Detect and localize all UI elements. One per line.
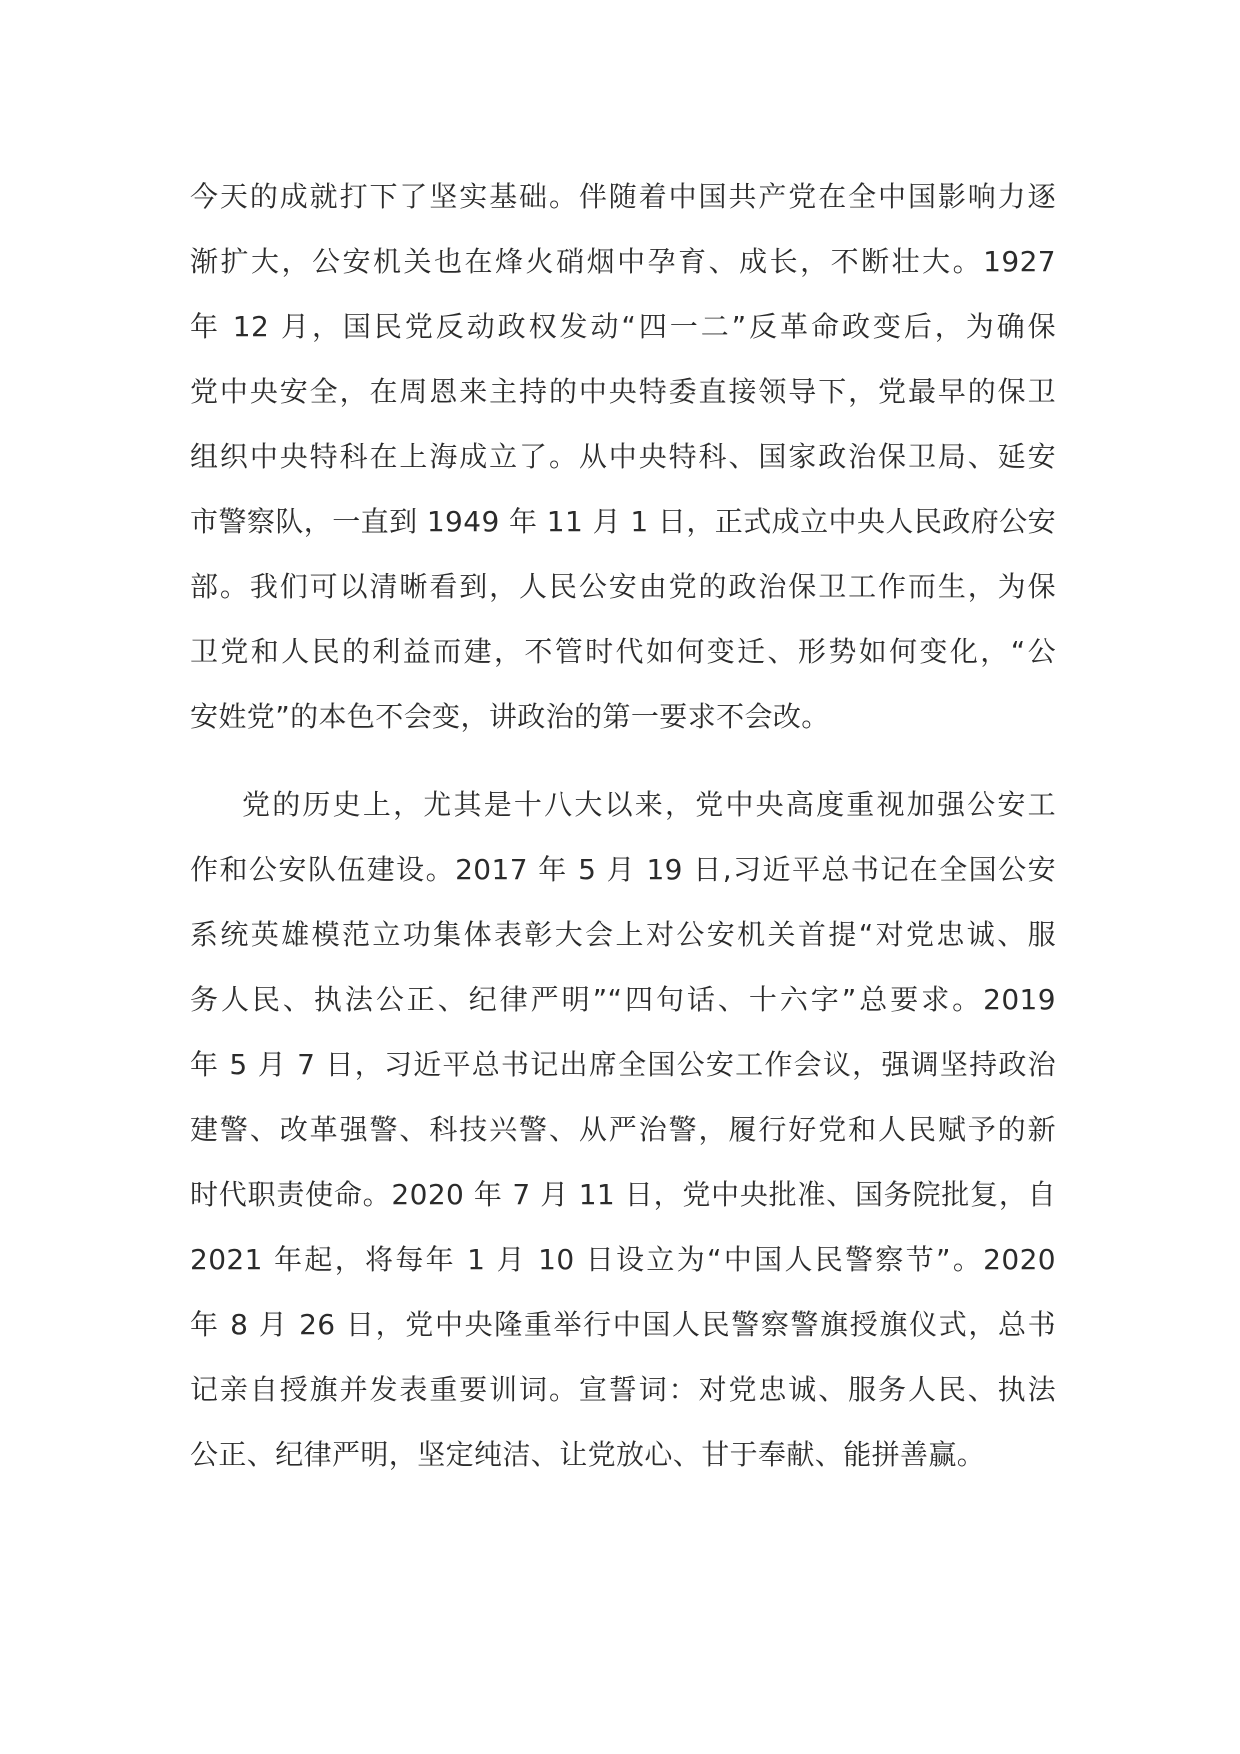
text-line: 公正、纪律严明，坚定纯洁、让党放心、甘于奉献、能拼善赢。 <box>190 1438 986 1471</box>
text-line: 系统英雄模范立功集体表彰大会上对公安机关首提“对党忠诚、服 <box>190 918 1056 951</box>
text-line: 党中央安全，在周恩来主持的中央特委直接领导下，党最早的保卫 <box>190 375 1056 408</box>
text-line: 务人民、执法公正、纪律严明”“四句话、十六字”总要求。2019 <box>190 983 1056 1016</box>
text-line: 年 12 月，国民党反动政权发动“四一二”反革命政变后，为确保 <box>190 310 1056 343</box>
text-line: 安姓党”的本色不会变，讲政治的第一要求不会改。 <box>190 700 830 733</box>
text-line: 卫党和人民的利益而建，不管时代如何变迁、形势如何变化，“公 <box>190 635 1056 668</box>
text-line: 记亲自授旗并发表重要训词。宣誓词：对党忠诚、服务人民、执法 <box>190 1373 1056 1406</box>
text-line: 党的历史上，尤其是十八大以来，党中央高度重视加强公安工 <box>242 788 1056 821</box>
text-line: 年 5 月 7 日，习近平总书记出席全国公安工作会议，强调坚持政治 <box>190 1048 1056 1081</box>
text-line: 市警察队，一直到 1949 年 11 月 1 日，正式成立中央人民政府公安 <box>190 505 1056 538</box>
paragraph-2 <box>190 772 1056 1487</box>
text-line: 今天的成就打下了坚实基础。伴随着中国共产党在全中国影响力逐 <box>190 180 1056 213</box>
text-line: 建警、改革强警、科技兴警、从严治警，履行好党和人民赋予的新 <box>190 1113 1056 1146</box>
text-line: 作和公安队伍建设。2017 年 5 月 19 日,习近平总书记在全国公安 <box>190 853 1056 886</box>
text-line: 时代职责使命。2020 年 7 月 11 日，党中央批准、国务院批复，自 <box>190 1178 1056 1211</box>
text-line: 组织中央特科在上海成立了。从中央特科、国家政治保卫局、延安 <box>190 440 1056 473</box>
text-line: 2021 年起，将每年 1 月 10 日设立为“中国人民警察节”。2020 <box>190 1243 1056 1276</box>
paragraph-1 <box>190 164 1056 749</box>
text-line: 部。我们可以清晰看到，人民公安由党的政治保卫工作而生，为保 <box>190 570 1056 603</box>
text-line: 渐扩大，公安机关也在烽火硝烟中孕育、成长，不断壮大。1927 <box>190 245 1056 278</box>
text-line: 年 8 月 26 日，党中央隆重举行中国人民警察警旗授旗仪式，总书 <box>190 1308 1056 1341</box>
